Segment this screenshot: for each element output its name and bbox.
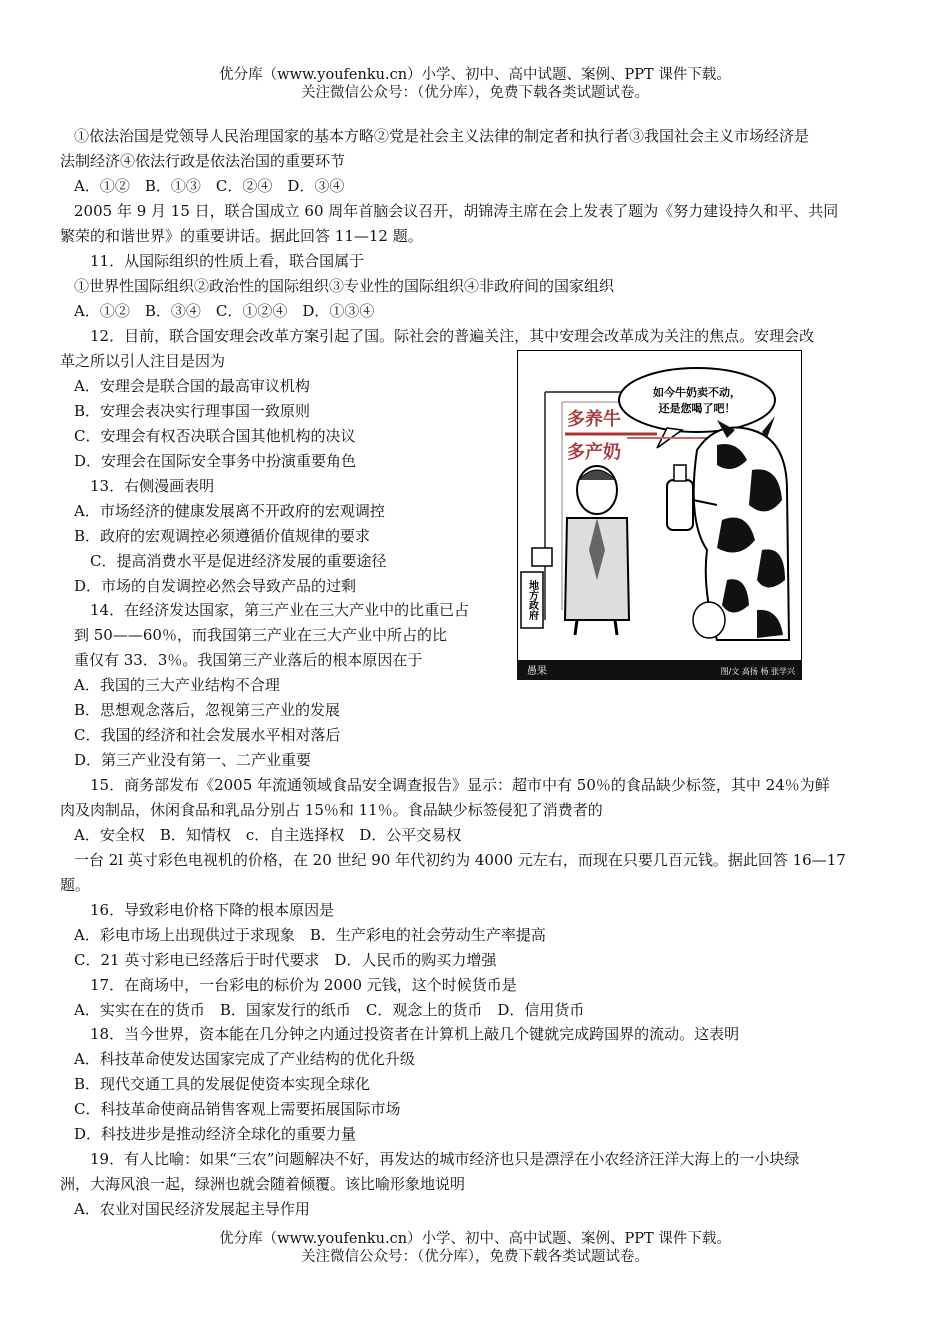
option-a: A．安理会是联合国的最高审议机构 (74, 377, 310, 395)
option-b: B．现代交通工具的发展促使资本实现全球化 (74, 1075, 371, 1093)
question-14: 14．在经济发达国家，第三产业在三大产业中的比重已占 (90, 601, 470, 619)
question-17: 17．在商场中，一台彩电的标价为 2000 元钱，这个时候货币是 (90, 976, 517, 994)
option-b: B．安理会表决实行理事国一致原则 (74, 402, 311, 420)
answer-choices: A．①② B．③④ C．①②④ D．①③④ (74, 302, 375, 320)
passage-text: 题。 (60, 876, 91, 894)
option-text: 法制经济④依法行政是依法治国的重要环节 (60, 152, 346, 170)
question-16: 16．导致彩电价格下降的根本原因是 (90, 901, 335, 919)
passage-text: 一台 2l 英寸彩色电视机的价格，在 20 世纪 90 年代初约为 4000 元左右，而现在只要几百元钱。据此回答 16—17 (74, 851, 846, 869)
header-line-2: 关注微信公众号：（优分库），免费下载各类试题试卷。 (301, 85, 649, 101)
question-15-cont: 肉及肉制品，休闲食品和乳品分别占 15％和 11％。食品缺少标签侵犯了消费者的 (60, 801, 603, 819)
options-cd: C．21 英寸彩电已经落后于时代要求 D．人民币的购买力增强 (74, 951, 497, 969)
question-19-cont: 洲，大海风浪一起，绿洲也就会随着倾覆。该比喻形象地说明 (60, 1175, 466, 1193)
answer-choices: A．①② B．①③ C．②④ D．③④ (74, 177, 345, 195)
footer-line-1: 优分库（www.youfenku.cn）小学、初中、高中试题、案例、PPT 课件下载。 (219, 1231, 731, 1247)
option-a: A．科技革命使发达国家完成了产业结构的优化升级 (74, 1050, 415, 1068)
option-c: C．科技革命使商品销售客观上需要拓展国际市场 (74, 1100, 401, 1118)
question-18: 18．当今世界，资本能在几分钟之内通过投资者在计算机上敲几个键就完成跨国界的流动。这表明 (90, 1025, 740, 1043)
options-ab: A．彩电市场上出现供过于求现象 B．生产彩电的社会劳动生产率提高 (74, 926, 546, 944)
option-a: A．农业对国民经济发展起主导作用 (74, 1200, 310, 1218)
option-text: ①世界性国际组织②政治性的国际组织③专业性的国际组织④非政府间的国家组织 (74, 277, 615, 295)
question-11: 11．从国际组织的性质上看，联合国属于 (90, 252, 365, 270)
footer-line-2: 关注微信公众号：（优分库），免费下载各类试题试卷。 (301, 1249, 649, 1265)
header-line-1: 优分库（www.youfenku.cn）小学、初中、高中试题、案例、PPT 课件下载。 (219, 67, 731, 83)
option-a: A．市场经济的健康发展离不开政府的宏观调控 (74, 502, 385, 520)
speech-line-2: 还是您喝了吧！ (658, 402, 736, 415)
option-d: D．市场的自发调控必然会导致产品的过剩 (74, 577, 357, 595)
option-d: D．第三产业没有第一、二产业重要 (74, 751, 312, 769)
question-14-cont: 到 50——60％，而我国第三产业在三大产业中所占的比 (74, 626, 447, 644)
page-header (0, 66, 950, 102)
cartoon-image (517, 350, 802, 680)
chair-label: 地方政府 (526, 580, 538, 620)
passage-text: 2005 年 9 月 15 日，联合国成立 60 周年首脑会议召开，胡锦涛主席在会上发表了题为《努力建设持久和平、共同 (74, 202, 839, 220)
answer-choices: A．实实在在的货币 B．国家发行的纸币 C．观念上的货币 D．信用货币 (74, 1001, 585, 1019)
question-15: 15．商务部发布《2005 年流通领域食品安全调查报告》显示：超市中有 50％的食品缺少标签，其中 24％为鲜 (90, 776, 830, 794)
question-19: 19．有人比喻：如果“三农”问题解决不好，再发达的城市经济也只是漂浮在小农经济汪洋大海上的一小块绿 (90, 1150, 800, 1168)
option-b: B．政府的宏观调控必须遵循价值规律的要求 (74, 527, 371, 545)
option-d: D．科技进步是推动经济全球化的重要力量 (74, 1125, 357, 1143)
option-b: B．思想观念落后，忽视第三产业的发展 (74, 701, 341, 719)
option-c: C．安理会有权否决联合国其他机构的决议 (74, 427, 356, 445)
cartoon-footer-right: 图/文 高扬 杨 张学兴 (720, 667, 795, 676)
option-c: C．提高消费水平是促进经济发展的重要途径 (90, 552, 387, 570)
speech-line-1: 如今牛奶卖不动， (653, 386, 741, 399)
slogan-1: 多养牛 (567, 409, 621, 430)
option-d: D．安理会在国际安全事务中扮演重要角色 (74, 452, 357, 470)
answer-choices: A．安全权 B．知情权 c．自主选择权 D．公平交易权 (74, 826, 462, 844)
question-13: 13．右侧漫画表明 (90, 477, 215, 495)
passage-text: 繁荣的和谐世界》的重要讲话。据此回答 11—12 题。 (60, 227, 423, 245)
slogan-2: 多产奶 (567, 442, 621, 463)
option-a: A．我国的三大产业结构不合理 (74, 676, 280, 694)
option-text: ①依法治国是党领导人民治理国家的基本方略②党是社会主义法律的制定者和执行者③我国社会主义市场经济是 (74, 127, 810, 145)
option-c: C．我国的经济和社会发展水平相对落后 (74, 726, 341, 744)
question-14-cont: 重仅有 33．3％。我国第三产业落后的根本原因在于 (74, 651, 423, 669)
question-12: 12．目前，联合国安理会改革方案引起了国。际社会的普遍关注，其中安理会改革成为关注的焦点。安理会改 (90, 327, 815, 345)
page-footer (0, 1230, 950, 1266)
question-12-cont: 革之所以引人注目是因为 (60, 352, 226, 370)
cartoon-footer-left: 愚果 (527, 666, 547, 677)
